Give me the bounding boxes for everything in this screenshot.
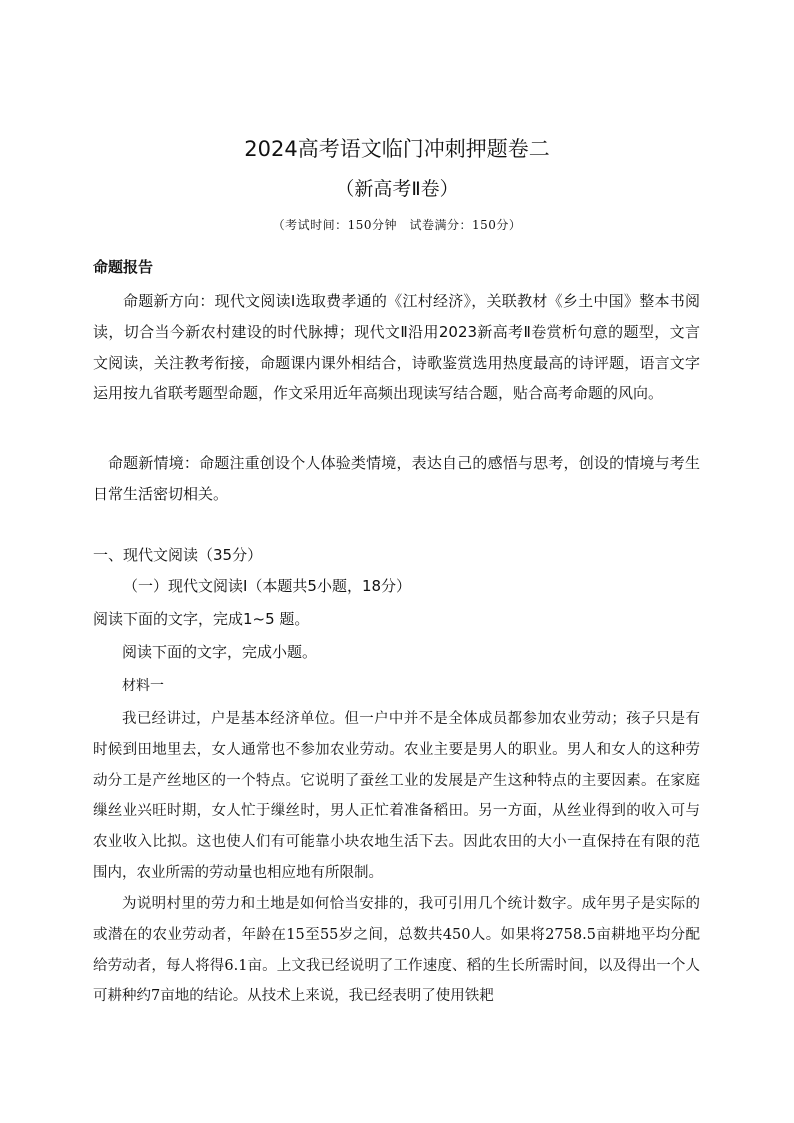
report-paragraph-situation: 命题新情境：命题注重创设个人体验类情境，表达自己的感悟与思考，创设的情境与考生日常生活密切相关。 — [93, 454, 700, 503]
exam-title: 2024高考语文临门冲刺押题卷二 — [244, 137, 550, 161]
exam-timing: （考试时间：150分钟 试卷满分：150分） — [272, 218, 522, 232]
instruction-subquestions: 阅读下面的文字，完成小题。 — [122, 643, 318, 661]
section-heading: 一、现代文阅读（35分） — [93, 546, 263, 564]
report-heading: 命题报告 — [93, 258, 154, 276]
subsection-heading: （一）现代文阅读Ⅰ（本题共5小题，18分） — [123, 577, 412, 595]
material-paragraph: 为说明村里的劳力和土地是如何恰当安排的，我可引用几个统计数字。成年男子是实际的或潜在的农业劳动者，年龄在15至55岁之间，总数共450人。如果将2758.5亩耕地平均分配给劳动者，每人将得6.1亩。上文我已经说明了工作速度、稻的生长所需时间，以及得出一个人可耕种约7亩地的结论。从技术上来说，我已经表明了使用铁耙 — [93, 896, 700, 1005]
material-label: 材料一 — [122, 678, 164, 694]
instruction-questions: 阅读下面的文字，完成1~5 题。 — [93, 610, 310, 628]
exam-subtitle: （新高考Ⅱ卷） — [335, 178, 459, 200]
material-paragraph: 我已经讲过，户是基本经济单位。但一户中并不是全体成员都参加农业劳动；孩子只是有时候到田地里去，女人通常也不参加农业劳动。农业主要是男人的职业。男人和女人的这种劳动分工是产丝地区的一个特点。它说明了蚕丝工业的发展是产生这种特点的主要因素。在家庭缫丝业兴旺时期，女人忙于缫丝时，男人正忙着准备稻田。另一方面，从丝业得到的收入可与农业收入比拟。这也使人们有可能靠小块农地生活下去。因此农田的大小一直保持在有限的范围内，农业所需的劳动量也相应地有所限制。 — [93, 711, 700, 881]
report-paragraph-direction: 命题新方向：现代文阅读Ⅰ选取费孝通的《江村经济》，关联教材《乡土中国》整本书阅读，切合当今新农村建设的时代脉搏；现代文Ⅱ沿用2023新高考Ⅱ卷赏析句意的题型，文言文阅读，关注教考衔接，命题课内课外相结合，诗歌鉴赏选用热度最高的诗评题，语言文字运用按九省联考题型命题，作文采用近年高频出现读写结合题，贴合高考命题的风向。 — [93, 292, 700, 403]
